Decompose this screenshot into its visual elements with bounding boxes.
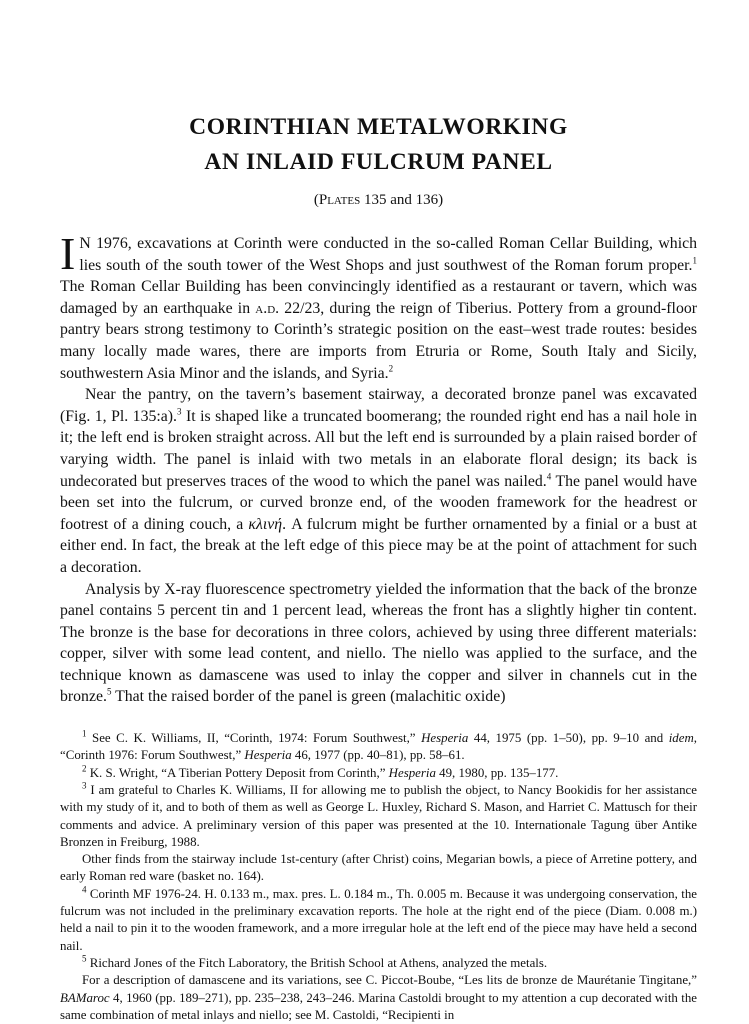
footnote-2: $^2$ K. S. Wright, “A Tiberian Pottery Deposit from Corinth,” Hesperia 49, 1980, pp. 135–177. (82, 763, 559, 780)
greek-word: κλινή (248, 515, 283, 533)
body-text (60, 228, 697, 708)
footnote-3: $^3$ I am grateful to Charles K. Williams, II for allowing me to publish the object, to Nancy Bookidis for her assistance with my study of it, and to both of them as well as George L. Huxley, Richard S. Mason, and Harriet C. Mattusch for their comments and advice. A preliminary version of this paper was presented at the 10. Internationale Tagung über Antike Bronzen in Freiburg, 1988. (60, 780, 697, 849)
footnote-ref-4: 4 (546, 471, 552, 482)
paragraph-3: Analysis by X-ray fluorescence spectrometry yielded the information that the back of the bronze panel contains 5 percent tin and 1 percent lead, whereas the front has a slightly higher tin content. The bronze is the base for decorations in three colors, achieved by using three different materials: copper, silver with some lead content, and niello. The niello was applied to the surface, and the technique known as damascene was used to inlay the copper and silver in channels cut in the bronze.$^5$ That the raised border of the panel is green (malachitic oxide) (60, 580, 697, 706)
title-line-1: CORINTHIAN METALWORKING (189, 114, 568, 140)
page (60, 110, 697, 1024)
footnote-3-continued: Other finds from the stairway include 1st-century (after Christ) coins, Megarian bowls, a piece of Arretine pottery, and early Roman red ware (basket no. 164). (60, 852, 697, 884)
footnote-4: $^4$ Corinth MF 1976-24. H. 0.133 m., max. pres. L. 0.184 m., Th. 0.005 m. Because it was undergoing conservation, the fulcrum was not included in the preliminary excavation reports. The hole at the right end of the piece (Diam. 0.008 m.) held a nail to pin it to the wooden framework, and a more irregular hole at the left end of the piece may have held a second nail. (60, 884, 697, 953)
title-line-2: AN INLAID FULCRUM PANEL (204, 149, 553, 175)
footnote-5: $^5$ Richard Jones of the Fitch Laboratory, the British School at Athens, analyzed the metals. (82, 953, 548, 970)
paragraph-1: I N 1976, excavations at Corinth were conducted in the so-called Roman Cellar Building, which lies south of the south tower of the West Shops and just southwest of the Roman forum proper.$^1$ The Roman Cellar Building has been convincingly identified as a restaurant or tavern, which was damaged by an earthquake in a.d. 22/23, during the reign of Tiberius. Pottery from a ground-floor pantry bears strong testimony to Corinth’s strategic position on the east–west trade routes: besides many locally made wares, there are imports from Etruria or Rome, South Italy and Sicily, southwestern Asia Minor and the islands, and Syria.$^2$ (60, 228, 697, 382)
paragraph-2: Near the pantry, on the tavern’s basement stairway, a decorated bronze panel was excavated (Fig. 1, Pl. 135:a).$^3$ It is shaped like a truncated boomerang; the rounded right end has a nail hole in it; the left end is broken straight across. All but the left end is surrounded by a plain raised border of varying width. The panel is inlaid with two metals in an elaborate floral design; its back is undecorated but preserves traces of the wood to which the panel was nailed.$^4$ The panel would have been set into the fulcrum, or curved bronze end, of the wooden framework for the headrest or footrest of a dining couch, a κλινή. A fulcrum might be further ornamented by a finial or a bust at either end. In fact, the break at the left edge of this piece may be at the point of attachment for such a decoration. (60, 386, 697, 576)
footnote-5-continued: For a description of damascene and its variations, see C. Piccot-Boube, “Les lits de bronze de Maurétanie Tingitane,” BAMaroc 4, 1960 (pp. 189–271), pp. 235–238, 243–246. Marina Castoldi brought to my attention a cup decorated with the same combination of metal inlays and niello; see M. Castoldi, “Recipienti in (60, 973, 697, 1022)
footnote-1: $^1$ See C. K. Williams, II, “Corinth, 1974: Forum Southwest,” Hesperia 44, 1975 (pp. 1–50), pp. 9–10 and idem, “Corinth 1976: Forum Southwest,” Hesperia 46, 1977 (pp. 40–81), pp. 58–61. (60, 728, 698, 763)
footnote-ref-3: 3 (176, 406, 182, 417)
plates-reference: (Plates 135 and 136) (313, 192, 444, 208)
footnotes (60, 730, 697, 1024)
drop-cap: I (60, 228, 76, 279)
footnote-ref-5: 5 (106, 687, 112, 698)
footnote-ref-2: 2 (388, 363, 394, 374)
footnote-ref-1: 1 (692, 255, 697, 266)
article-title (60, 110, 697, 180)
